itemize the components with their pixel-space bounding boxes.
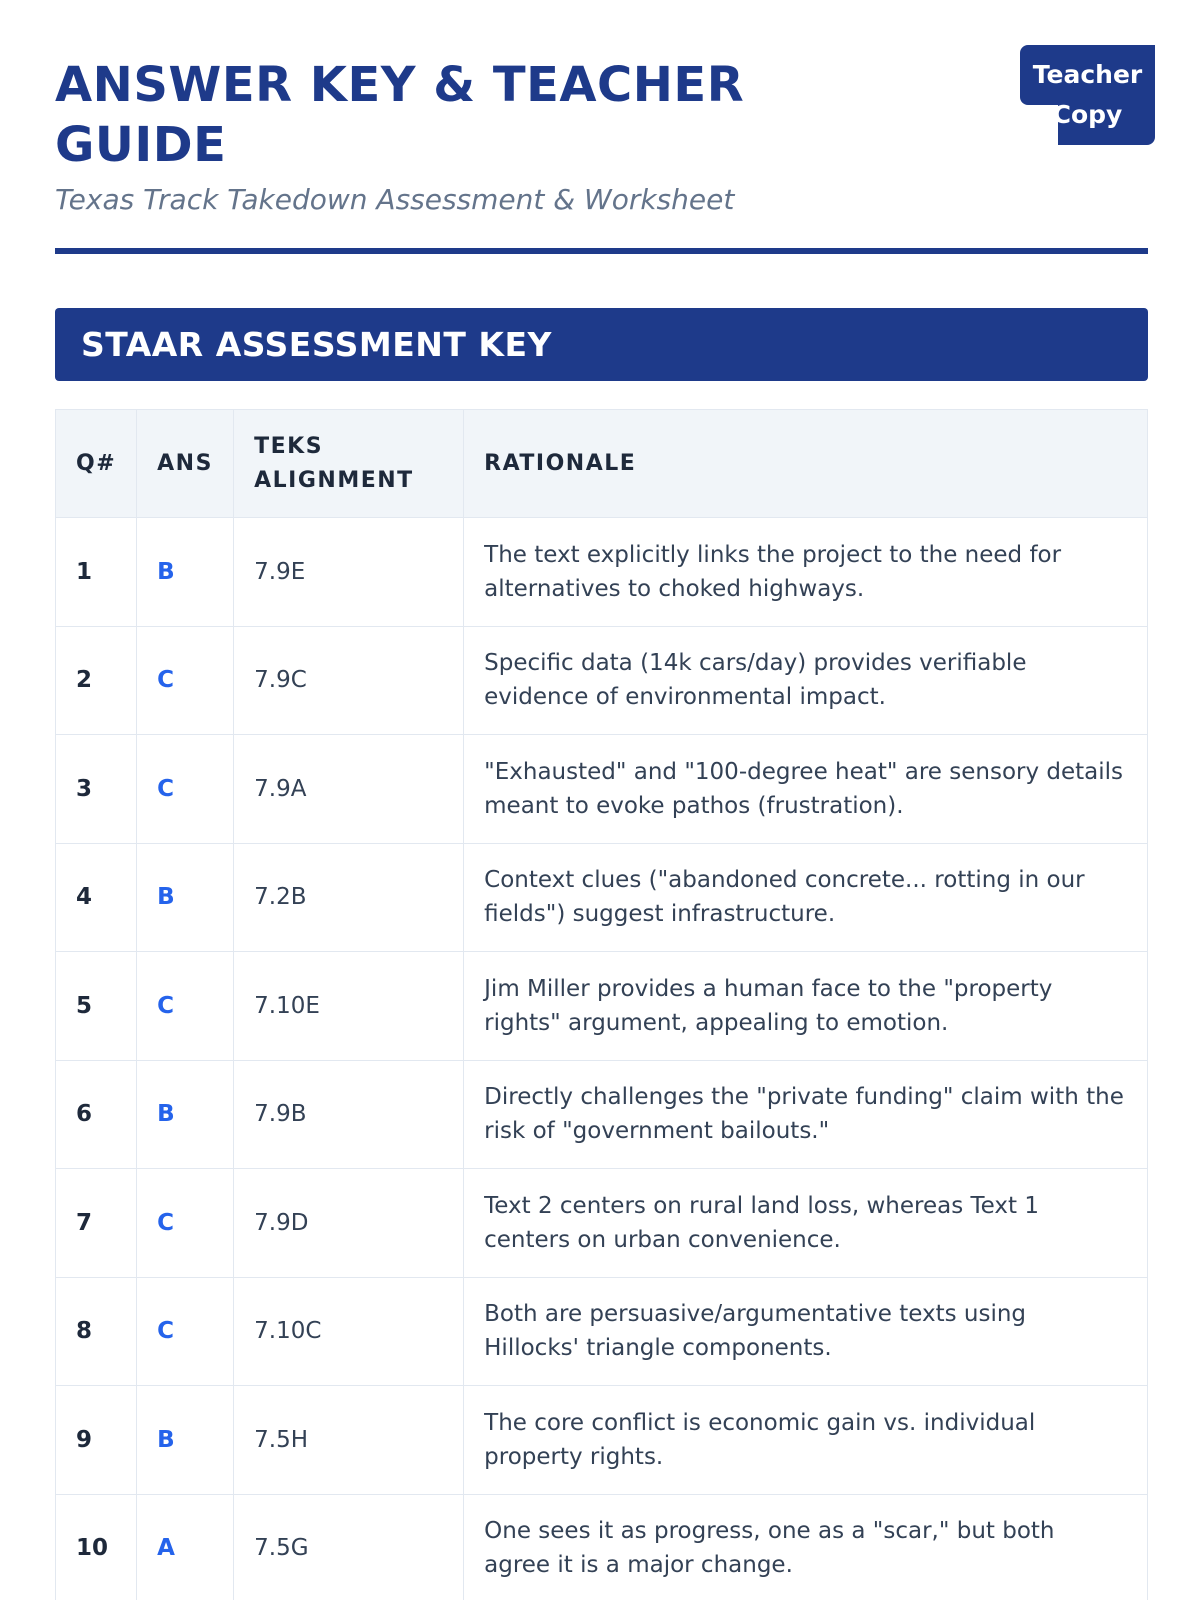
teacher-copy-badge [1020, 45, 1155, 145]
answer-letter: B [137, 518, 234, 627]
column-header-answer: ANS [137, 410, 234, 518]
answer-letter: C [137, 735, 234, 844]
answer-letter: B [137, 843, 234, 952]
rationale-text: Specific data (14k cars/day) provides verifiable evidence of environmental impact. [464, 626, 1148, 735]
answer-letter: C [137, 952, 234, 1061]
rationale-text: Context clues ("abandoned concrete... rotting in our fields") suggest infrastructure. [464, 843, 1148, 952]
question-number: 3 [56, 735, 137, 844]
header-divider [55, 248, 1148, 254]
question-number: 10 [56, 1494, 137, 1600]
answer-letter: C [137, 1277, 234, 1386]
teks-code: 7.9A [234, 735, 464, 844]
answer-key-table [55, 409, 1148, 1600]
teks-code: 7.5H [234, 1386, 464, 1495]
rationale-text: Directly challenges the "private funding" claim with the risk of "government bailouts." [464, 1060, 1148, 1169]
answer-letter: C [137, 626, 234, 735]
table-row [56, 952, 1148, 1061]
table-row [56, 843, 1148, 952]
column-header-rationale: RATIONALE [464, 410, 1148, 518]
table-row [56, 1060, 1148, 1169]
rationale-text: Jim Miller provides a human face to the "property rights" argument, appealing to emotion. [464, 952, 1148, 1061]
question-number: 2 [56, 626, 137, 735]
answer-letter: B [137, 1386, 234, 1495]
teks-code: 7.10E [234, 952, 464, 1061]
teks-code: 7.9B [234, 1060, 464, 1169]
page-title: ANSWER KEY & TEACHER GUIDE [55, 57, 745, 173]
question-number: 4 [56, 843, 137, 952]
question-number: 5 [56, 952, 137, 1061]
teks-code: 7.9C [234, 626, 464, 735]
answer-letter: C [137, 1169, 234, 1278]
question-number: 6 [56, 1060, 137, 1169]
rationale-text: The text explicitly links the project to the need for alternatives to choked highways. [464, 518, 1148, 627]
page-header [55, 55, 1155, 216]
table-row [56, 1277, 1148, 1386]
answer-letter: B [137, 1060, 234, 1169]
question-number: 1 [56, 518, 137, 627]
teks-code: 7.9D [234, 1169, 464, 1278]
table-row [56, 735, 1148, 844]
column-header-question: Q# [56, 410, 137, 518]
teks-code: 7.9E [234, 518, 464, 627]
page-subtitle: Texas Track Takedown Assessment & Worksheet [55, 183, 735, 216]
column-header-teks: TEKS ALIGNMENT [234, 410, 464, 518]
section-title: STAAR ASSESSMENT KEY [55, 308, 1148, 381]
answer-letter: A [137, 1494, 234, 1600]
teks-code: 7.2B [234, 843, 464, 952]
rationale-text: The core conflict is economic gain vs. individual property rights. [464, 1386, 1148, 1495]
table-row [56, 626, 1148, 735]
question-number: 9 [56, 1386, 137, 1495]
badge-label: Teacher Copy [1032, 60, 1143, 129]
question-number: 8 [56, 1277, 137, 1386]
table-row [56, 1494, 1148, 1600]
question-number: 7 [56, 1169, 137, 1278]
teks-code: 7.5G [234, 1494, 464, 1600]
rationale-text: "Exhausted" and "100-degree heat" are sensory details meant to evoke pathos (frustration). [464, 735, 1148, 844]
table-row [56, 1169, 1148, 1278]
table-row [56, 518, 1148, 627]
table-header-row [56, 410, 1148, 518]
rationale-text: Both are persuasive/argumentative texts using Hillocks' triangle components. [464, 1277, 1148, 1386]
rationale-text: One sees it as progress, one as a "scar," but both agree it is a major change. [464, 1494, 1148, 1600]
teks-code: 7.10C [234, 1277, 464, 1386]
rationale-text: Text 2 centers on rural land loss, whereas Text 1 centers on urban convenience. [464, 1169, 1148, 1278]
table-row [56, 1386, 1148, 1495]
